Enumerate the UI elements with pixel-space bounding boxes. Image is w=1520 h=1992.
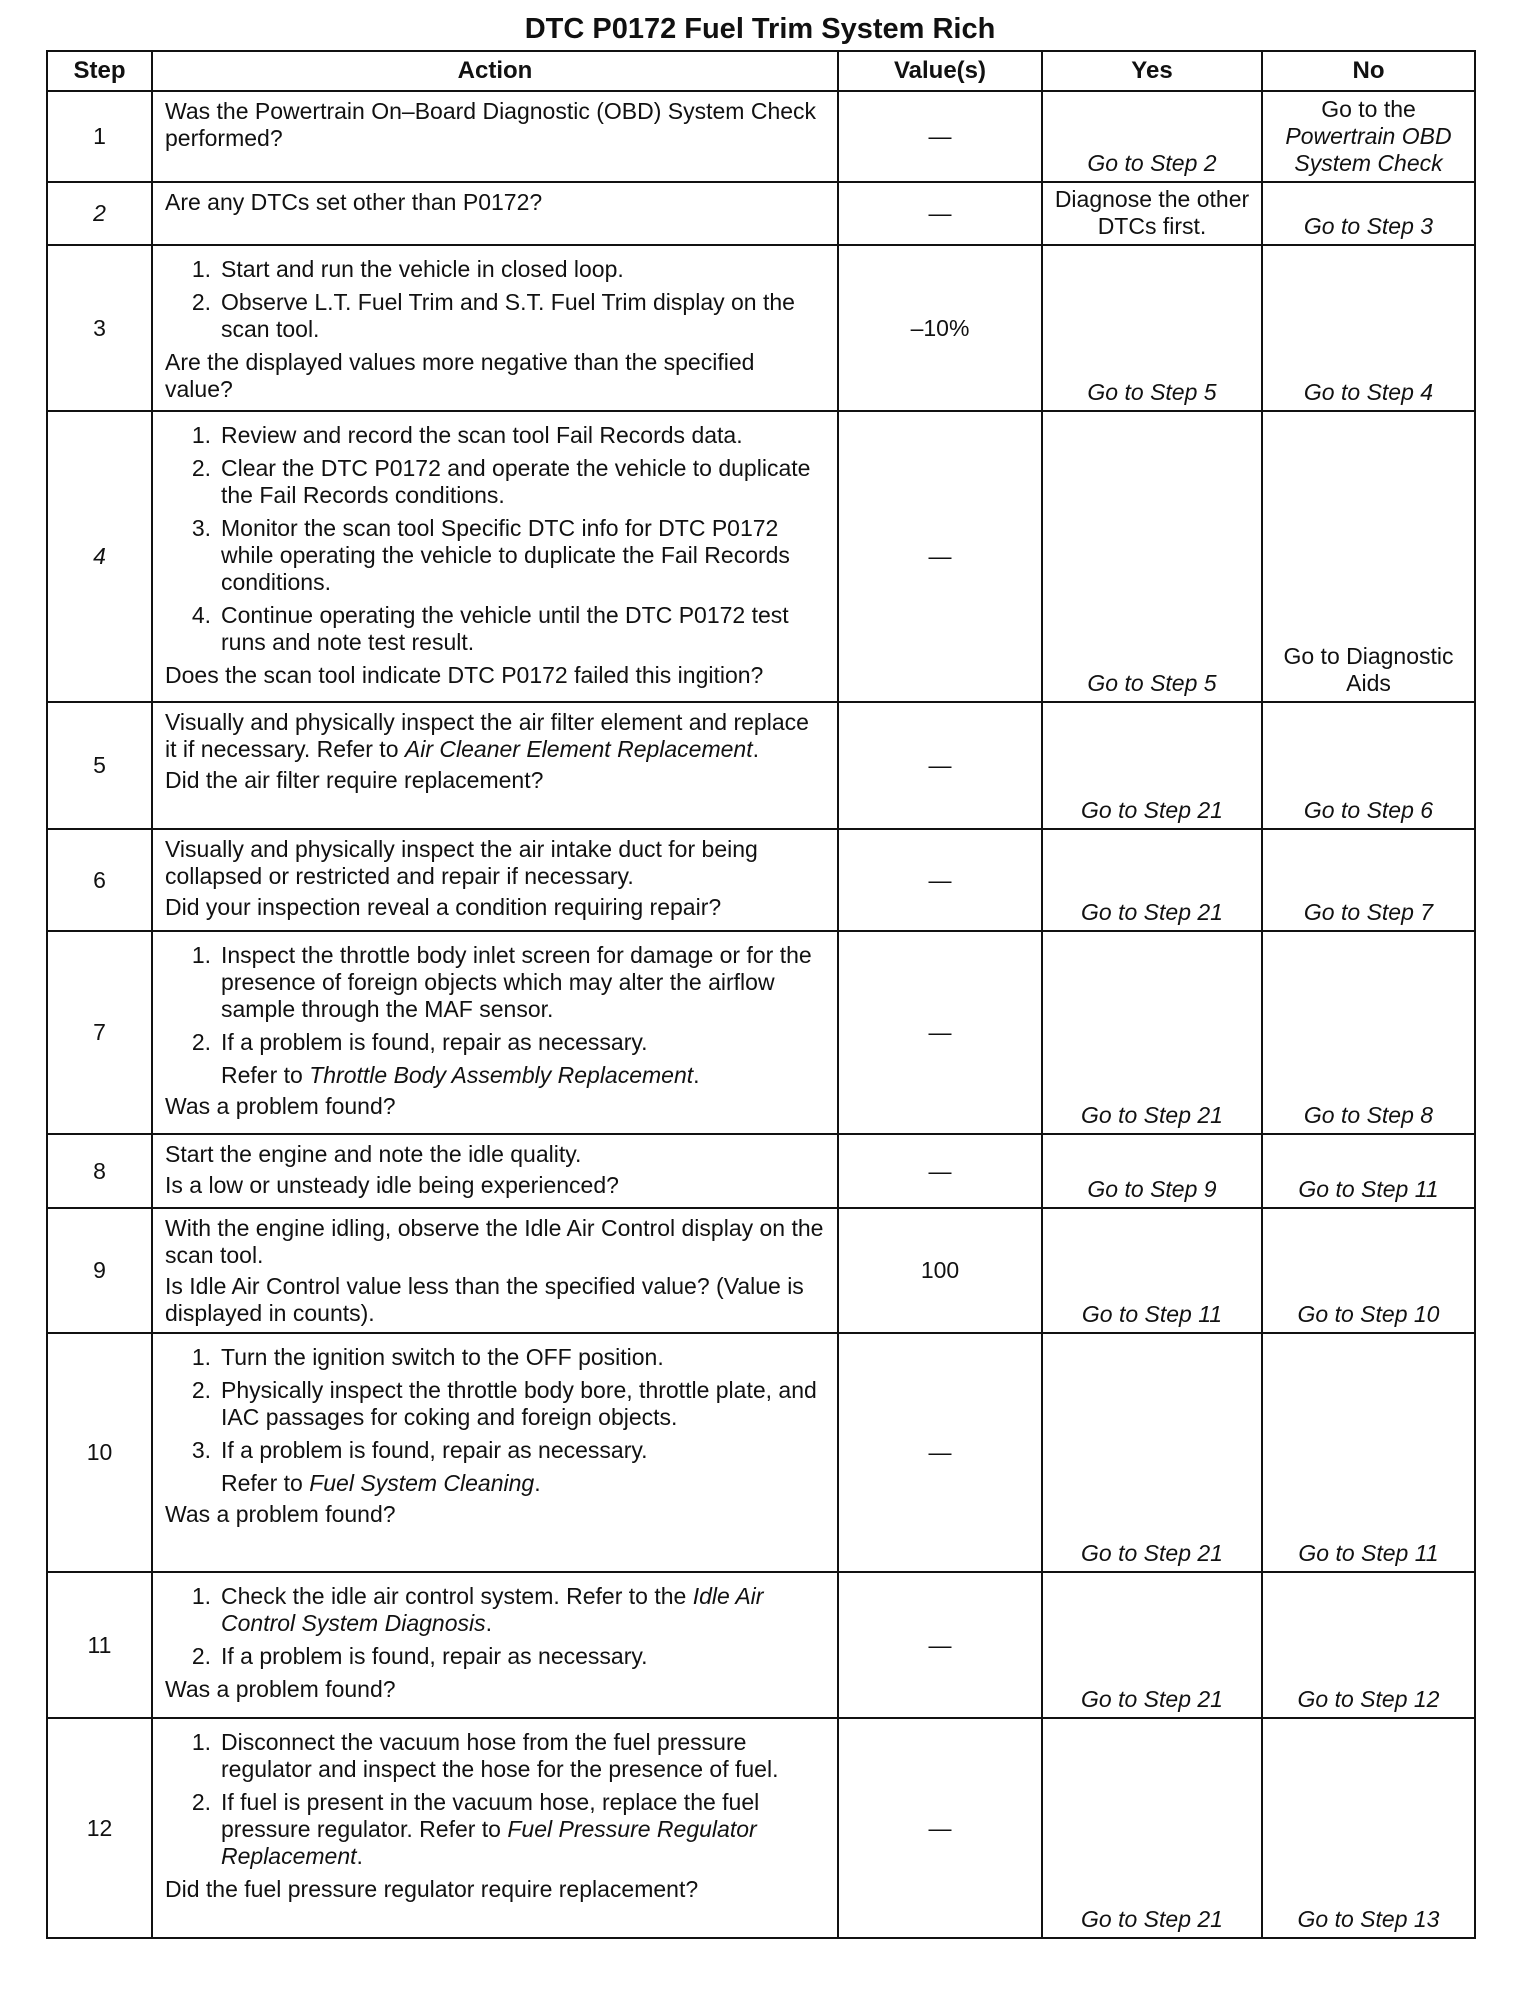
step-number: 7 [47, 931, 152, 1134]
yes-cell: Go to Step 5 [1042, 245, 1262, 411]
action-cell [152, 829, 838, 931]
action-question: Is Idle Air Control value less than the specified value? (Value is displayed in counts). [165, 1273, 804, 1326]
header-values: Value(s) [838, 51, 1042, 91]
table-row [47, 829, 1475, 931]
list-item: 2. If a problem is found, repair as necessary. [191, 1643, 648, 1669]
no-cell: Go to Step 3 [1262, 182, 1475, 245]
value-cell: 100 [838, 1208, 1042, 1333]
list-item: 4. Continue operating the vehicle until the DTC P0172 test runs and note test result. [191, 602, 789, 655]
action-question: Did the fuel pressure regulator require replacement? [165, 1876, 699, 1902]
yes-cell: Go to Step 21 [1042, 931, 1262, 1134]
yes-cell: Go to Step 2 [1042, 91, 1262, 182]
table-row [47, 1572, 1475, 1718]
yes-cell: Go to Step 21 [1042, 829, 1262, 931]
no-cell: Go to Diagnostic Aids [1262, 411, 1475, 702]
table-row [47, 245, 1475, 411]
no-cell: Go to Step 12 [1262, 1572, 1475, 1718]
action-cell [152, 91, 838, 182]
value-cell: — [838, 931, 1042, 1134]
list-item: 1. Check the idle air control system. Refer to the Idle Air Control System Diagnosis. [191, 1583, 764, 1636]
step-number: 12 [47, 1718, 152, 1938]
action-cell [152, 182, 838, 245]
step-number: 10 [47, 1333, 152, 1572]
value-cell: — [838, 829, 1042, 931]
list-item: 1. Review and record the scan tool Fail Records data. [191, 422, 743, 448]
list-item: 2. Observe L.T. Fuel Trim and S.T. Fuel Trim display on the scan tool. [191, 289, 795, 342]
action-cell [152, 1208, 838, 1333]
action-question: Was a problem found? [165, 1676, 396, 1702]
list-item: 2. Clear the DTC P0172 and operate the vehicle to duplicate the Fail Records conditions. [191, 455, 811, 508]
step-number: 1 [47, 91, 152, 182]
header-step: Step [47, 51, 152, 91]
step-number: 9 [47, 1208, 152, 1333]
value-cell: — [838, 1134, 1042, 1208]
action-text: With the engine idling, observe the Idle Air Control display on the scan tool. [165, 1215, 824, 1268]
table-row [47, 1134, 1475, 1208]
table-row [47, 1718, 1475, 1938]
step-number: 6 [47, 829, 152, 931]
action-question: Was a problem found? [165, 1093, 396, 1119]
action-question: Did the air filter require replacement? [165, 767, 544, 793]
no-cell: Go to Step 7 [1262, 829, 1475, 931]
no-cell: Go to Step 8 [1262, 931, 1475, 1134]
no-cell: Go to Step 11 [1262, 1333, 1475, 1572]
no-reference: Powertrain OBD System Check [1285, 123, 1452, 176]
action-cell [152, 931, 838, 1134]
value-cell: — [838, 1572, 1042, 1718]
value-cell: — [838, 91, 1042, 182]
value-cell: — [838, 411, 1042, 702]
yes-cell: Go to Step 21 [1042, 1572, 1262, 1718]
table-row [47, 411, 1475, 702]
no-cell: Go to Step 4 [1262, 245, 1475, 411]
value-cell: — [838, 1718, 1042, 1938]
no-cell: Go to Step 13 [1262, 1718, 1475, 1938]
list-item: 2. If a problem is found, repair as necessary. [191, 1029, 648, 1055]
page-title: DTC P0172 Fuel Trim System Rich [524, 13, 996, 45]
reference-link: Fuel Pressure Regulator Replacement [221, 1816, 757, 1869]
action-cell [152, 702, 838, 829]
list-item: 1. Start and run the vehicle in closed loop. [191, 256, 624, 282]
list-item: 1. Turn the ignition switch to the OFF position. [191, 1344, 664, 1370]
action-text: Are any DTCs set other than P0172? [165, 189, 543, 215]
no-cell: Go to Step 6 [1262, 702, 1475, 829]
step-number: 4 [47, 411, 152, 702]
value-cell: — [838, 1333, 1042, 1572]
action-cell [152, 411, 838, 702]
table-row [47, 1333, 1475, 1572]
table-row [47, 91, 1475, 182]
header-no: No [1262, 51, 1475, 91]
yes-cell: Go to Step 9 [1042, 1134, 1262, 1208]
diagnostic-table [46, 50, 1476, 1939]
step-number: 3 [47, 245, 152, 411]
value-cell: –10% [838, 245, 1042, 411]
yes-cell: Go to Step 21 [1042, 1718, 1262, 1938]
action-text: Visually and physically inspect the air filter element and replace it if necessary. Refer to Air Cleaner Element Replacement. [165, 709, 809, 762]
list-item: 2. If fuel is present in the vacuum hose, replace the fuel pressure regulator. Refer to Fuel Pressure Regulator Replacement. [191, 1789, 760, 1869]
list-item: 3. Monitor the scan tool Specific DTC info for DTC P0172 while operating the vehicle to duplicate the Fail Records conditions. [191, 515, 790, 595]
action-question: Did your inspection reveal a condition requiring repair? [165, 894, 722, 920]
yes-cell: Go to Step 21 [1042, 702, 1262, 829]
no-cell: Go to Step 11 [1262, 1134, 1475, 1208]
reference-link: Throttle Body Assembly Replacement [309, 1062, 694, 1088]
yes-cell: Go to Step 11 [1042, 1208, 1262, 1333]
action-question: Does the scan tool indicate DTC P0172 failed this ingition? [165, 662, 764, 688]
table-header-row [47, 51, 1475, 91]
list-item: 2. Physically inspect the throttle body bore, throttle plate, and IAC passages for coking and foreign objects. [191, 1377, 817, 1430]
action-cell [152, 1572, 838, 1718]
table-row [47, 1208, 1475, 1333]
action-text: Visually and physically inspect the air intake duct for being collapsed or restricted and repair if necessary. [165, 836, 758, 889]
value-cell: — [838, 182, 1042, 245]
table-row [47, 702, 1475, 829]
list-item: 1. Inspect the throttle body inlet screen for damage or for the presence of foreign objects which may alter the airflow sample through the MAF sensor. [191, 942, 812, 1022]
list-item: 3. If a problem is found, repair as necessary. [191, 1437, 648, 1463]
action-cell [152, 1718, 838, 1938]
value-cell: — [838, 702, 1042, 829]
reference-line: Refer to Throttle Body Assembly Replacement. [221, 1062, 700, 1088]
action-cell [152, 245, 838, 411]
step-number: 5 [47, 702, 152, 829]
action-question: Was a problem found? [165, 1501, 396, 1527]
no-cell [1262, 91, 1475, 182]
step-number: 11 [47, 1572, 152, 1718]
action-text: Was the Powertrain On–Board Diagnostic (OBD) System Check performed? [165, 98, 817, 151]
yes-cell: Go to Step 5 [1042, 411, 1262, 702]
action-cell [152, 1134, 838, 1208]
reference-link: Fuel System Cleaning [309, 1470, 535, 1496]
list-item: 1. Disconnect the vacuum hose from the fuel pressure regulator and inspect the hose for the presence of fuel. [191, 1729, 779, 1782]
action-question: Are the displayed values more negative than the specified value? [165, 349, 755, 402]
header-action: Action [152, 51, 838, 91]
table-row [47, 931, 1475, 1134]
step-number: 8 [47, 1134, 152, 1208]
yes-cell: Diagnose the other DTCs first. [1042, 182, 1262, 245]
header-yes: Yes [1042, 51, 1262, 91]
action-question: Is a low or unsteady idle being experienced? [165, 1172, 619, 1198]
no-cell: Go to Step 10 [1262, 1208, 1475, 1333]
step-number: 2 [47, 182, 152, 245]
reference-link: Air Cleaner Element Replacement [404, 736, 753, 762]
reference-line: Refer to Fuel System Cleaning. [221, 1470, 541, 1496]
action-text: Start the engine and note the idle quality. [165, 1141, 582, 1167]
reference-link: Idle Air Control System Diagnosis [221, 1583, 764, 1636]
yes-cell: Go to Step 21 [1042, 1333, 1262, 1572]
action-cell [152, 1333, 838, 1572]
no-text: Go to the [1321, 96, 1416, 122]
table-row [47, 182, 1475, 245]
